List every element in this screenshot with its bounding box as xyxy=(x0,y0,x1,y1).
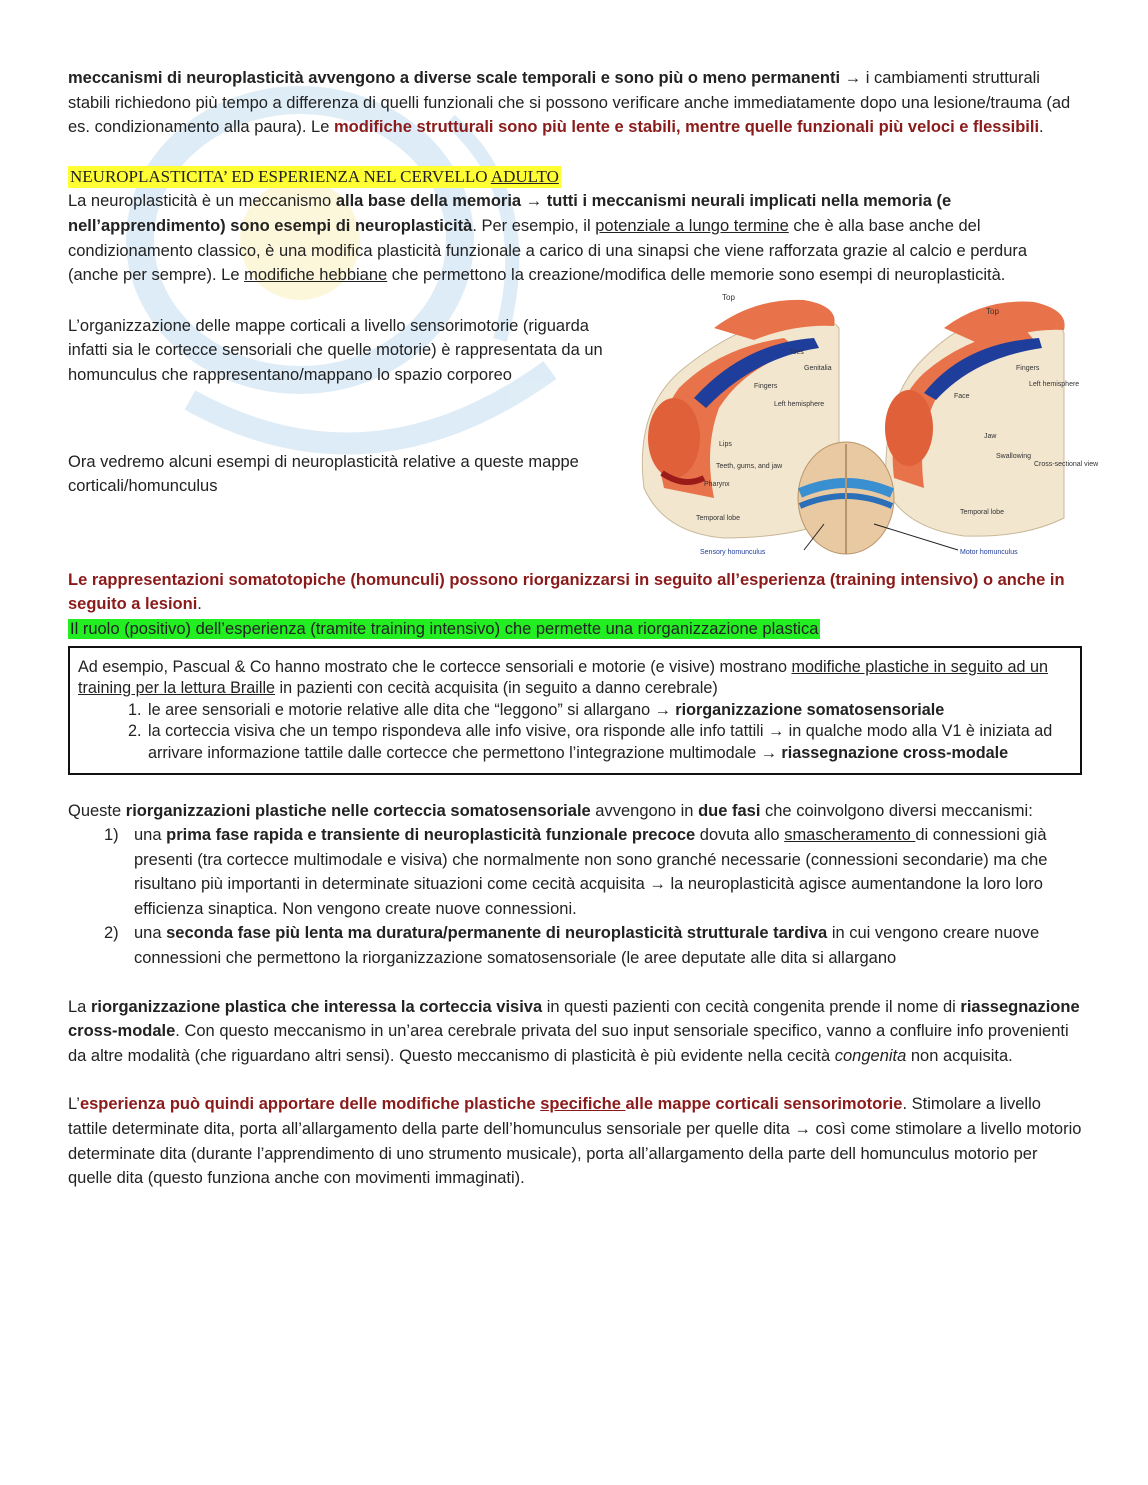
list-item: 1. le aree sensoriali e motorie relative alle dita che “leggono” si allargano → riorganizzazione somatosensoriale xyxy=(146,700,1070,722)
label-left-hemisphere-sensory: Left hemisphere xyxy=(774,400,825,408)
label-top-left: Top xyxy=(722,292,735,302)
label-temporal-right: Temporal lobe xyxy=(960,508,1004,516)
homunculus-figure xyxy=(624,288,1099,560)
final-paragraph: L’esperienza può quindi apportare delle modifiche plastiche specifiche alle mappe corticali sensorimotorie. Stimolare a livello tattile determinate dita, porta all’allargamento della parte dell’homunculus sensoriale per quelle dita → così come stimolare a livello motorio determinate dita (durante l’apprendimento di uno strumento musicale), porta all’allargamento della parte dell homunculus motorio per quelle dita (questo funziona anche con movimenti immaginati). xyxy=(68,1095,1082,1188)
label-motor-caption: Motor homunculus xyxy=(960,548,1018,556)
label-temporal-left: Temporal lobe xyxy=(696,514,740,522)
label-jaw: Jaw xyxy=(984,432,997,440)
label-toes-sensory: Toes xyxy=(789,348,804,356)
reorg-paragraph: Le rappresentazioni somatotopiche (homunculi) possono riorganizzarsi in seguito all’esperienza (training intensivo) o anche in seguito a lesioni. xyxy=(68,570,1065,614)
label-cross-section: Cross-sectional view xyxy=(1034,460,1099,468)
brain-drawing xyxy=(798,442,894,554)
label-fingers-motor: Fingers xyxy=(1016,364,1040,372)
label-teeth: Teeth, gums, and jaw xyxy=(716,462,783,470)
list-item: 2. la corteccia visiva che un tempo rispondeva alle info visive, ora risponde alle info tattili → in qualche modo alla V1 è iniziata ad arrivare informazione tattile dalle cortecce che permettono l’integrazione multimodale → riassegnazione cross-modale xyxy=(146,721,1070,764)
visual-cortex-paragraph: La riorganizzazione plastica che interessa la corteccia visiva in questi pazienti con cecità congenita prende il nome di riassegnazione cross-modale. Con questo meccanismo in un’area cerebrale privata del suo input sensoriale specifico, vanno a confluire info provenienti da altre modalità (che riguardano altri sensi). Questo meccanismo di plasticità è più evidente nella cecità congenita non acquisita. xyxy=(68,997,1080,1065)
green-highlight-line: Il ruolo (positivo) dell’esperienza (tramite training intensivo) che permette una riorganizzazione plastica xyxy=(70,619,819,638)
list-item: 2) una seconda fase più lenta ma duratura/permanente di neuroplasticità strutturale tardiva in cui vengono creare nuove connessioni che permettono la riorganizzazione somatosensoriale (le aree deputate alle dita si allargano xyxy=(104,924,1040,968)
label-face-motor: Face xyxy=(954,392,970,400)
label-swallowing: Swallowing xyxy=(996,452,1032,460)
phases-paragraph: Queste riorganizzazioni plastiche nelle corteccia somatosensoriale avvengono in due fasi che coinvolgono diversi meccanismi: xyxy=(68,801,1033,820)
label-sensory-caption: Sensory homunculus xyxy=(700,548,766,556)
braille-example-box: Ad esempio, Pascual & Co hanno mostrato che le cortecce sensoriali e motorie (e visive) mostrano modifiche plastiche in seguito ad un training per la lettura Braille in pazienti con cecità acquisita (in seguito a danno cerebrale) 1. le aree sensoriali e motorie relative alle dita che “leggono” si allargano → riorganizzazione somatosensoriale 2. la corteccia visiva che un tempo rispondeva alle info visive, ora risponde alle info tattili → in qualche modo alla V1 è iniziata ad arrivare informazione tattile dalle cortecce che permettono l’integrazione multimodale → riassegnazione cross-modale xyxy=(68,646,1082,775)
label-fingers-sensory: Fingers xyxy=(754,382,778,390)
label-genitalia: Genitalia xyxy=(804,364,832,372)
motor-homunculus-drawing xyxy=(885,301,1065,536)
intro-paragraph: meccanismi di neuroplasticità avvengono a diverse scale temporali e sono più o meno permanenti → i cambiamenti strutturali stabili richiedono più tempo a differenza di quelli funzionali che si possono verificare anche immediatamente dopo una lesione/trauma (ad es. condizionamento alla paura). Le modifiche strutturali sono più lente e stabili, mentre quelle funzionali più veloci e flessibili. xyxy=(68,69,1071,137)
memory-paragraph: La neuroplasticità è un meccanismo alla base della memoria → tutti i meccanismi neurali implicati nella memoria (e nell’apprendimento) sono esempi di neuroplasticità. Per esempio, il potenziale a lungo termine che è alla base anche del condizionamento classico, è una modifica plasticità funzionale a carico di una sinapsi che viene rafforzata grazie al calcio e perdura (anche per sempre). Le modifiche hebbiane che permettono la creazione/modifica delle memorie sono esempi di neuroplasticità. xyxy=(68,192,1028,285)
label-left-hemisphere-motor: Left hemisphere xyxy=(1029,380,1080,388)
list-item: 1) una prima fase rapida e transiente di neuroplasticità funzionale precoce dovuta allo smascheramento di connessioni già presenti (tra cortecce multimodale e visiva) che normalmente non sono granché necessarie (connessioni secondarie) ma che risultano più importanti in determinate situazioni come cecità acquisita → la neuroplasticità agisce aumentandone la loro loro efficienza sinaptica. Non vengono create nuove connessioni. xyxy=(104,826,1048,918)
phases-list xyxy=(68,823,1082,971)
homunculus-section xyxy=(68,288,1099,560)
maps-paragraph: L’organizzazione delle mappe corticali a livello sensorimotorie (riguarda infatti sia le cortecce sensoriali che quelle motorie) è rappresentata da un homunculus che rappresentano/mappano lo spazio corporeo xyxy=(68,316,603,384)
label-pharynx: Pharynx xyxy=(704,480,730,488)
examples-paragraph: Ora vedremo alcuni esempi di neuroplasticità relative a queste mappe corticali/homunculus xyxy=(68,452,579,496)
section-heading: NEUROPLASTICITA’ ED ESPERIENZA NEL CERVELLO ADULTO xyxy=(70,166,559,186)
label-top-right: Top xyxy=(986,306,999,316)
label-lips-sensory: Lips xyxy=(719,440,732,448)
